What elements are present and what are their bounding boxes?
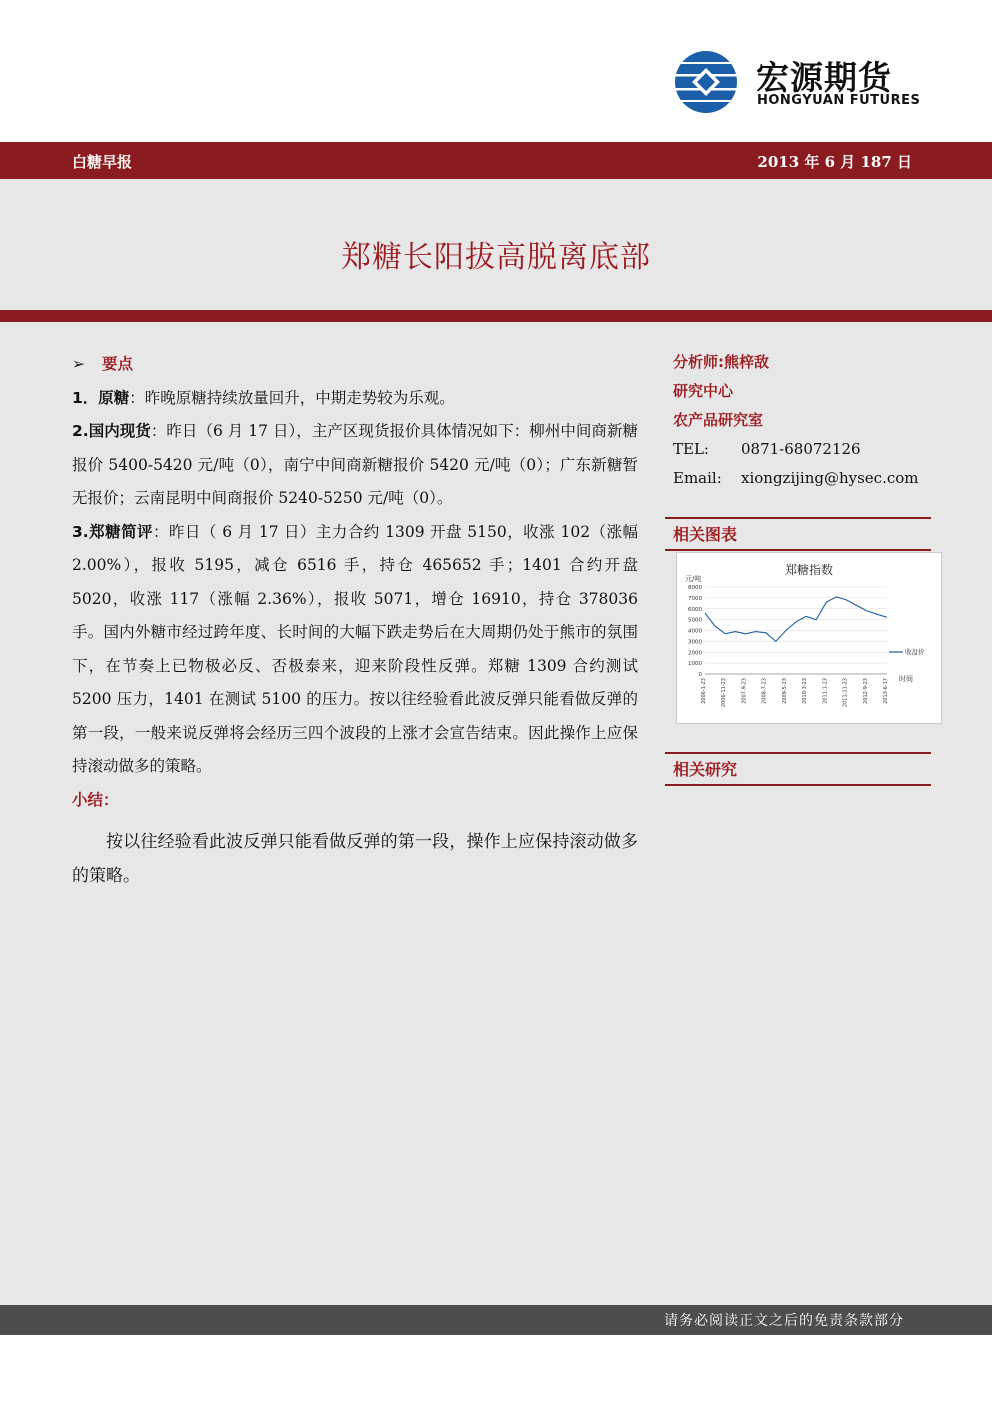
agri-research-dept: 农产品研究室 (673, 411, 764, 429)
brand-name-en: HONGYUAN FUTURES (757, 93, 921, 108)
key-point-text: ：昨晚原糖持续放量回升，中期走势较为乐观。 (129, 388, 455, 407)
chart-y-tick-label: 8000 (688, 585, 702, 591)
key-point-label: 2.国内现货 (72, 422, 151, 440)
chart-x-axis-label: 时间 (899, 675, 913, 683)
chart-y-tick-label: 2000 (688, 650, 702, 657)
chart-x-tick-label: 2006-11-23 (721, 678, 728, 708)
chart-y-axis-label: 元/吨 (685, 575, 702, 583)
company-logo (672, 50, 921, 114)
chart-legend-label: 收盘价 (905, 648, 925, 656)
chart-x-tick-label: 2009-5-23 (781, 678, 788, 704)
disclaimer-note: 请务必阅读正文之后的免责条款部分 (664, 1313, 904, 1329)
chart-x-tick-label: 2010-3-23 (802, 678, 809, 704)
chart-y-tick-label: 6000 (688, 606, 702, 613)
chart-y-tick-label: 5000 (688, 617, 702, 624)
email-value: xiongzijing@hysec.com (741, 469, 919, 487)
key-points-heading (72, 348, 638, 382)
chart-x-tick-label: 2006-1-23 (701, 678, 707, 704)
main-content (72, 348, 638, 893)
chart-y-tick-label: 0 (698, 672, 702, 678)
summary-heading: 小结： (72, 790, 119, 809)
key-points-title: 要点 (102, 355, 134, 373)
key-point-raw-sugar (72, 382, 638, 416)
related-charts-header (665, 517, 931, 551)
chart-svg (677, 553, 941, 723)
report-type: 白糖早报 (72, 153, 133, 171)
chart-x-tick-label: 2011-1-23 (822, 678, 829, 704)
key-point-label: 3.郑糖简评 (72, 522, 153, 541)
chart-title: 郑糖指数 (784, 563, 834, 577)
chart-x-tick-label: 2007-9-23 (741, 678, 748, 704)
email-label: Email: (673, 469, 722, 487)
key-point-text: ：昨日（6 月 17 日），主产区现货报价具体情况如下：柳州中间商新糖报价 5400-5420 元/吨（0），南宁中间商新糖报价 5420 元/吨（0）；广东新糖暂无报价；云南昆明中间商报价 5240-5250 元/吨（0）。 (72, 422, 638, 507)
zhengtang-index-chart (676, 552, 942, 724)
chart-x-tick-label: 2011-11-23 (842, 678, 849, 708)
title-divider (0, 310, 992, 322)
hongyuan-logo-icon (672, 50, 740, 114)
related-research-header (665, 752, 931, 786)
related-charts-title: 相关图表 (673, 525, 738, 544)
chart-y-tick-label: 3000 (688, 639, 702, 646)
chart-series-line (705, 597, 887, 642)
key-point-zhengtang-review (72, 516, 638, 784)
tel-label: TEL: (673, 440, 709, 458)
related-research-title: 相关研究 (673, 760, 738, 779)
report-date: 2013 年 6 月 187 日 (757, 153, 912, 171)
chart-y-tick-label: 7000 (688, 595, 702, 602)
research-center: 研究中心 (673, 382, 734, 400)
chart-x-tick-label: 2012-9-23 (862, 678, 869, 704)
arrow-bullet-icon: ➢ (72, 355, 85, 373)
chart-x-tick-label: 2013-6-17 (883, 678, 889, 704)
email-row (673, 464, 931, 493)
key-point-label: 1．原糖 (72, 388, 130, 407)
key-point-text: ：昨日（ 6 月 17 日）主力合约 1309 开盘 5150，收涨 102（涨幅 2.00%），报收 5195，减仓 6516 手，持仓 465652 手；1401 合约开盘 5020，收涨 117（涨幅 2.36%），报收 5071，增仓 16910，持仓 378036 手。国内外糖市经过跨年度、长时间的大幅下跌走势后在大周期仍处于熊市的氛围下，在节奏上已物极必反、否极泰来，迎来阶段性反弹。郑糖 1309 合约测试 5200 压力，1401 在测试 5100 的压力。按以往经验看此波反弹只能看做反弹的第一段，一般来说反弹将会经历三四个波段的上涨才会宣告结束。因此操作上应保持滚动做多的策略。 (72, 522, 638, 775)
page-title: 郑糖长阳拔高脱离底部 (341, 240, 651, 275)
brand-name-cn: 宏源期货 (756, 58, 892, 97)
chart-x-tick-label: 2008-7-23 (761, 678, 768, 704)
tel-row (673, 435, 931, 464)
key-point-domestic-spot (72, 415, 638, 516)
analyst-name: 分析师:熊梓敌 (673, 353, 769, 371)
sidebar (673, 348, 931, 493)
chart-y-tick-label: 4000 (688, 628, 702, 635)
tel-value: 0871-68072126 (741, 440, 861, 458)
chart-y-tick-label: 1000 (688, 661, 702, 668)
summary-text: 按以往经验看此波反弹只能看做反弹的第一段，操作上应保持滚动做多的策略。 (72, 832, 638, 886)
